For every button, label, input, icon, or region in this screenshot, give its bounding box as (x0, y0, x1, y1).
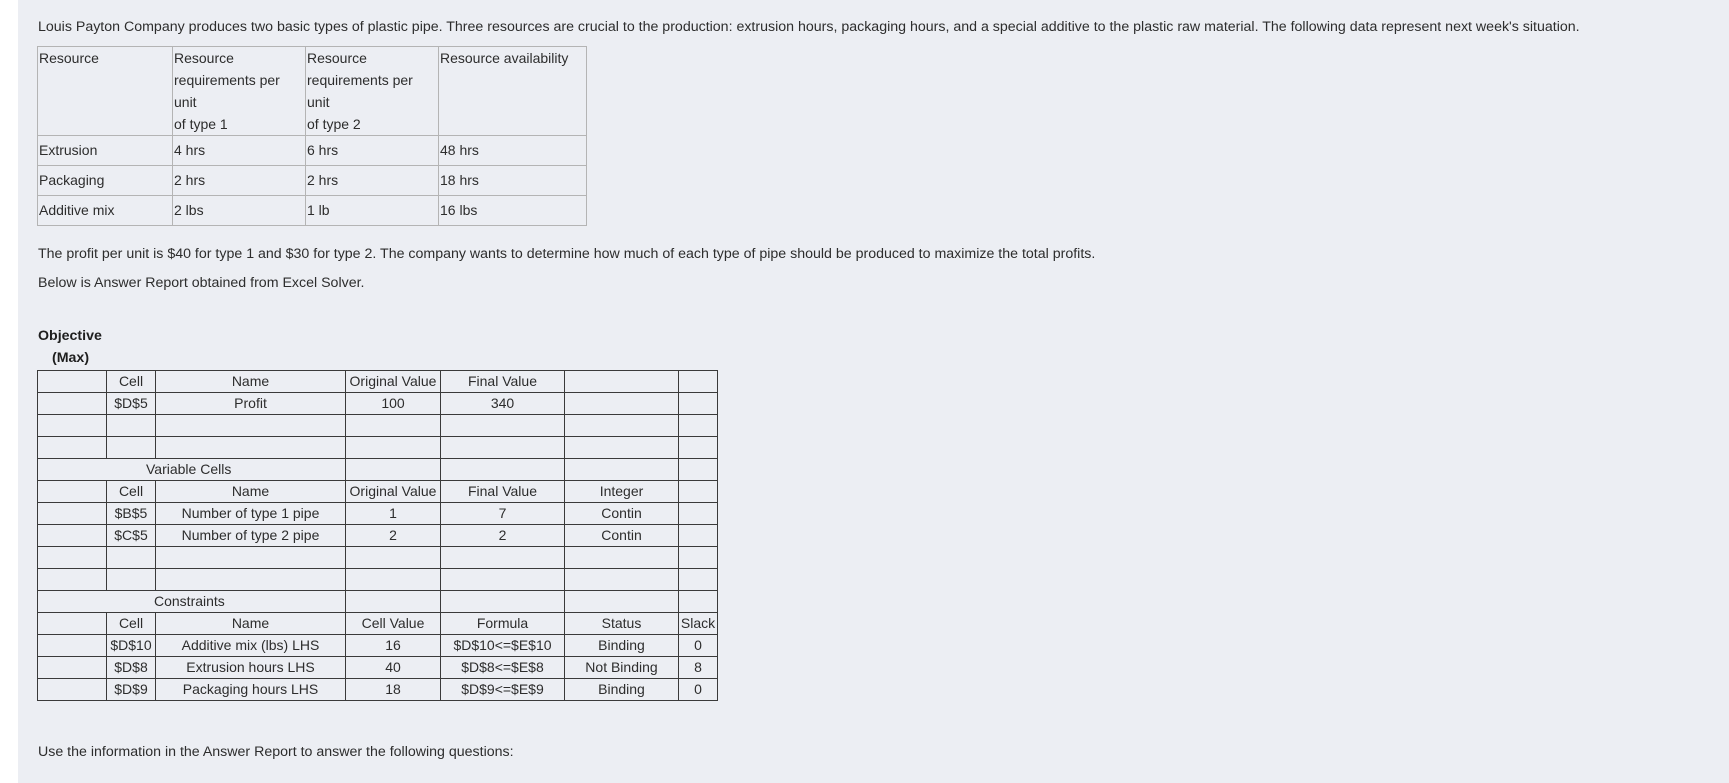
cell-ref: $B$5 (107, 503, 156, 525)
resource-row (38, 196, 587, 226)
max-label: (Max) (52, 350, 90, 366)
availability-cell: 18 hrs (439, 166, 587, 196)
status: Binding (565, 679, 679, 701)
original-value-header: Original Value (346, 371, 441, 393)
availability-header: Resource availability (439, 47, 587, 136)
type2-cell: 1 lb (306, 196, 439, 226)
cell-name: Number of type 2 pipe (156, 525, 346, 547)
availability-cell: 48 hrs (439, 136, 587, 166)
cell-name: Additive mix (lbs) LHS (156, 635, 346, 657)
constraints-title-row (38, 591, 718, 613)
type1-cell: 2 hrs (173, 166, 306, 196)
name-header: Name (156, 481, 346, 503)
cell-ref: $C$5 (107, 525, 156, 547)
cell-name: Extrusion hours LHS (156, 657, 346, 679)
variable-cells-title: Variable Cells (38, 459, 346, 481)
original-value: 2 (346, 525, 441, 547)
name-header: Name (156, 613, 346, 635)
type2-cell: 6 hrs (306, 136, 439, 166)
name-header: Name (156, 371, 346, 393)
objective-header-row (38, 371, 718, 393)
slack: 0 (679, 635, 718, 657)
original-value-header: Original Value (346, 481, 441, 503)
cell-ref: $D$5 (107, 393, 156, 415)
type2-cell: 2 hrs (306, 166, 439, 196)
cell-header: Cell (107, 481, 156, 503)
type2-req-header: Resource requirements per unit of type 2 (306, 47, 439, 136)
formula: $D$8<=$E$8 (441, 657, 565, 679)
blank-row (38, 415, 718, 437)
variable-row (38, 503, 718, 525)
cell-header: Cell (107, 371, 156, 393)
original-value: 1 (346, 503, 441, 525)
constraints-title: Constraints (38, 591, 346, 613)
resource-cell: Extrusion (38, 136, 173, 166)
resource-header-row (38, 47, 587, 136)
formula: $D$9<=$E$9 (441, 679, 565, 701)
integer-header: Integer (565, 481, 679, 503)
cell-header: Cell (107, 613, 156, 635)
cell-value-header: Cell Value (346, 613, 441, 635)
resource-cell: Additive mix (38, 196, 173, 226)
constraint-row (38, 679, 718, 701)
intro-paragraph: Louis Payton Company produces two basic types of plastic pipe. Three resources are crucial to the production: extrusion hours, packaging hours, and a special additive to the plastic raw material. The following data represent next week's situation. (38, 19, 1580, 35)
status-header: Status (565, 613, 679, 635)
resource-row (38, 166, 587, 196)
blank-row (38, 569, 718, 591)
final-value: 7 (441, 503, 565, 525)
objective-label: Objective (38, 328, 102, 344)
status: Not Binding (565, 657, 679, 679)
resource-row (38, 136, 587, 166)
blank-row (38, 547, 718, 569)
cell-value: 40 (346, 657, 441, 679)
final-value: 2 (441, 525, 565, 547)
question-panel (18, 0, 1729, 783)
cell-name: Number of type 1 pipe (156, 503, 346, 525)
cell-ref: $D$10 (107, 635, 156, 657)
resource-table (37, 46, 587, 226)
constraints-header-row (38, 613, 718, 635)
integer-value: Contin (565, 503, 679, 525)
slack-header: Slack (679, 613, 718, 635)
variable-header-row (38, 481, 718, 503)
type1-req-header: Resource requirements per unit of type 1 (173, 47, 306, 136)
cell-value: 16 (346, 635, 441, 657)
original-value: 100 (346, 393, 441, 415)
final-value-header: Final Value (441, 481, 565, 503)
cell-value: 18 (346, 679, 441, 701)
blank-row (38, 437, 718, 459)
cell-name: Packaging hours LHS (156, 679, 346, 701)
resource-header: Resource (38, 47, 173, 136)
final-value-header: Final Value (441, 371, 565, 393)
status: Binding (565, 635, 679, 657)
cell-ref: $D$9 (107, 679, 156, 701)
formula: $D$10<=$E$10 (441, 635, 565, 657)
questions-intro: Use the information in the Answer Report to answer the following questions: (38, 744, 514, 760)
answer-report-table (37, 370, 718, 701)
integer-value: Contin (565, 525, 679, 547)
formula-header: Formula (441, 613, 565, 635)
constraint-row (38, 657, 718, 679)
cell-name: Profit (156, 393, 346, 415)
final-value: 340 (441, 393, 565, 415)
profit-paragraph: The profit per unit is $40 for type 1 and $30 for type 2. The company wants to determine how much of each type of pipe should be produced to maximize the total profits. (38, 246, 1096, 262)
variable-row (38, 525, 718, 547)
availability-cell: 16 lbs (439, 196, 587, 226)
objective-row (38, 393, 718, 415)
slack: 8 (679, 657, 718, 679)
variable-cells-title-row (38, 459, 718, 481)
slack: 0 (679, 679, 718, 701)
constraint-row (38, 635, 718, 657)
cell-ref: $D$8 (107, 657, 156, 679)
type1-cell: 4 hrs (173, 136, 306, 166)
resource-cell: Packaging (38, 166, 173, 196)
type1-cell: 2 lbs (173, 196, 306, 226)
answer-report-intro: Below is Answer Report obtained from Excel Solver. (38, 275, 365, 291)
